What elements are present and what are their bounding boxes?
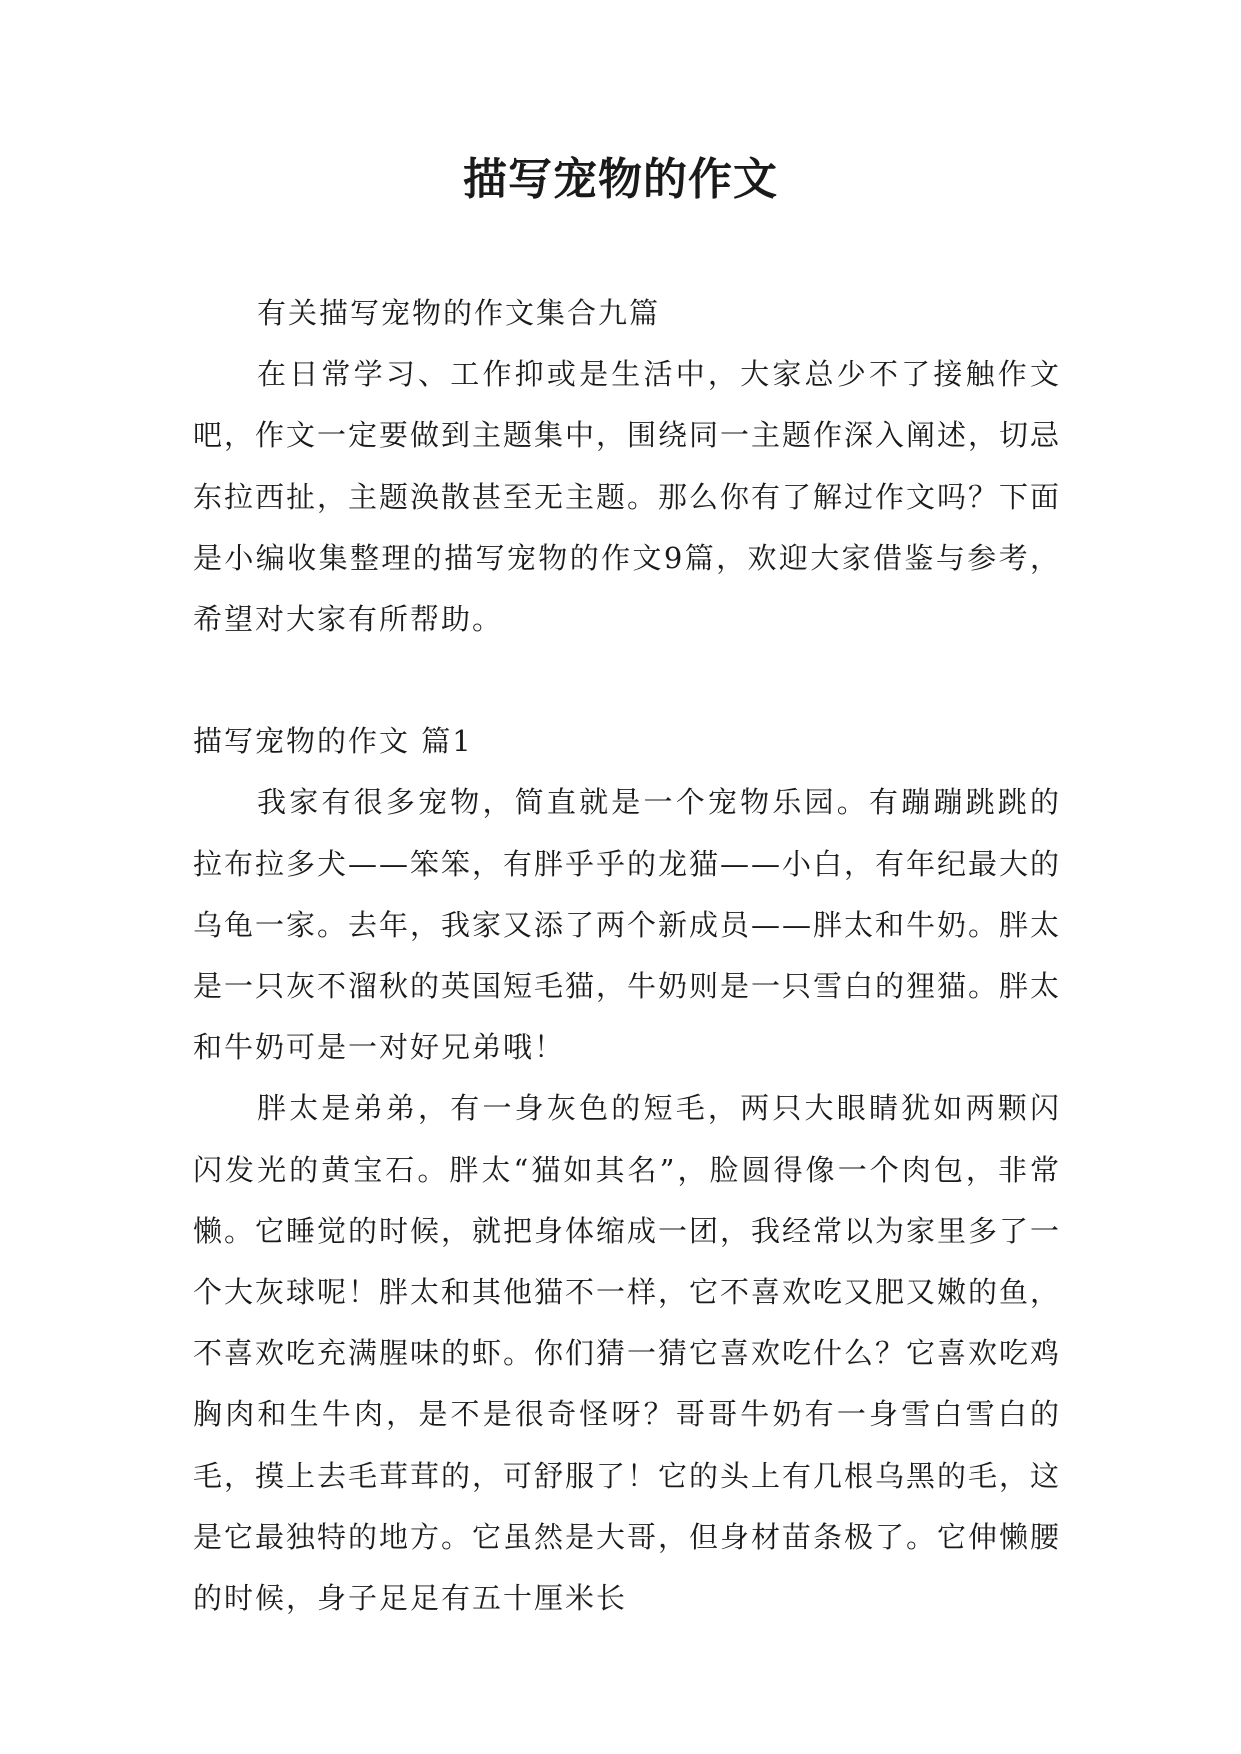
intro-paragraph: 在日常学习、工作抑或是生活中，大家总少不了接触作文吧，作文一定要做到主题集中，围绕同一主题作深入阐述，切忌东拉西扯，主题涣散甚至无主题。那么你有了解过作文吗？下面是小编收集整理的描写宠物的作文9篇，欢迎大家借鉴与参考，希望对大家有所帮助。 <box>193 357 1062 637</box>
document-title: 描写宠物的作文 <box>463 154 778 205</box>
body-paragraph: 胖太是弟弟，有一身灰色的短毛，两只大眼睛犹如两颗闪闪发光的黄宝石。胖太“猫如其名”，脸圆得像一个肉包，非常懒。它睡觉的时候，就把身体缩成一团，我经常以为家里多了一个大灰球呢！胖太和其他猫不一样，它不喜欢吃又肥又嫩的鱼，不喜欢吃充满腥味的虾。你们猜一猜它喜欢吃什么？它喜欢吃鸡胸肉和生牛肉，是不是很奇怪呀？哥哥牛奶有一身雪白雪白的毛，摸上去毛茸茸的，可舒服了！它的头上有几根乌黑的毛，这是它最独特的地方。它虽然是大哥，但身材苗条极了。它伸懒腰的时候，身子足足有五十厘米长 <box>193 1091 1062 1616</box>
document-subtitle: 有关描写宠物的作文集合九篇 <box>257 296 661 330</box>
document-body <box>193 283 1061 1629</box>
body-paragraph: 我家有很多宠物，简直就是一个宠物乐园。有蹦蹦跳跳的拉布拉多犬——笨笨，有胖乎乎的龙猫——小白，有年纪最大的乌龟一家。去年，我家又添了两个新成员——胖太和牛奶。胖太是一只灰不溜秋的英国短毛猫，牛奶则是一只雪白的狸猫。胖太和牛奶可是一对好兄弟哦！ <box>193 785 1062 1065</box>
section-heading: 描写宠物的作文 篇1 <box>193 724 473 759</box>
